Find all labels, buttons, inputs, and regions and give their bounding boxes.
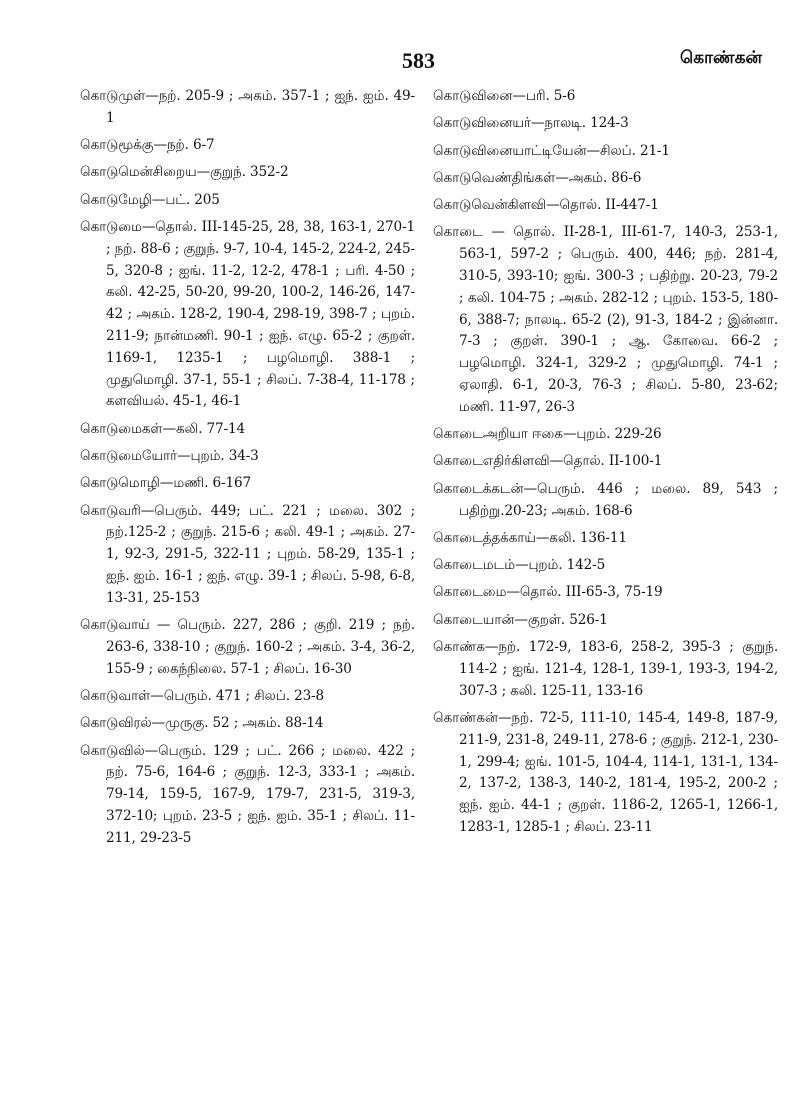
running-head: கொண்கன் [680,48,762,68]
index-entry: கொடுமொழி—மணி. 6-167 [80,475,251,492]
index-entry: கொண்கன்—நற். 72-5, 111-10, 145-4, 149-8, 187-9, 211-9, 231-8, 249-11, 278-6 ; குறுந். 212-1, 230-1, 299-4; ஐங். 101-5, 104-4, 114-1, 131-1, 134-2, 137-2, 138-3, 140-2, 181-4, 195-2, 200-2 ; ஐந். ஐம். 44-1 ; குறள். 1186-2, 1265-1, 1266-1, 1283-1, 1285-1 ; சிலப். 23-11 [433,709,778,835]
page-number: 583 [402,48,435,73]
index-entry: கொடுமுள்—நற். 205-9 ; அகம். 357-1 ; ஐந். ஐம். 49-1 [80,88,415,126]
index-entry: கொடுமேழி—பட். 205 [80,191,220,208]
index-entry: கொடுவினையாட்டியேன்—சிலப். 21-1 [433,142,670,159]
index-entry: கொடுவெண்திங்கள்—அகம். 86-6 [433,169,642,186]
index-entry: கொடுவினையர்—நாலடி. 124-3 [433,115,629,132]
index-entry: கொடுவாள்—பெரும். 471 ; சிலப். 23-8 [80,687,325,704]
index-entry: கொடைமை—தொல். III-65-3, 75-19 [433,584,663,601]
index-entry: கொடைமடம்—புறம். 142-5 [433,557,606,574]
index-entry: கொடைத்தக்காய்—கலி. 136-11 [433,529,627,546]
index-entry: கொடுவாய் — பெரும். 227, 286 ; குறி. 219 ; நற். 263-6, 338-10 ; குறுந். 160-2 ; அகம். 3-4, 36-2, 155-9 ; கைந்நிலை. 57-1 ; சிலப். 16-30 [80,617,415,677]
index-entry: கொடைஎதிர்கிளவி—தொல். II-100-1 [433,453,663,470]
index-entry: கொடுவினை—பரி. 5-6 [433,88,576,104]
index-entry: கொடுவிரல்—முருகு. 52 ; அகம். 88-14 [80,715,324,732]
index-entry: கொடுமைகள்—கலி. 77-14 [80,420,245,437]
index-entry: கொண்க—நற். 172-9, 183-6, 258-2, 395-3 ; குறுந். 114-2 ; ஐங். 121-4, 128-1, 139-1, 193-3, 194-2, 307-3 ; கலி. 125-11, 133-16 [433,639,778,699]
index-entry: கொடையான்—குறள். 526-1 [433,611,608,628]
page-header [0,42,800,72]
left-column [80,86,415,855]
index-entry: கொடுவரி—பெரும். 449; பட். 221 ; மலை. 302 ; நற்.125-2 ; குறுந். 215-6 ; கலி. 49-1 ; அகம். 27-1, 92-3, 291-5, 322-11 ; புறம். 58-29, 135-1 ; ஐந். ஐம். 16-1 ; ஐந். எழு. 39-1 ; சிலப். 5-98, 6-8, 13-31, 25-153 [80,502,415,606]
index-entry: கொடுவென்கிளவி—தொல். II-447-1 [433,197,659,214]
right-column [433,86,778,844]
index-entry: கொடுவில்—பெரும். 129 ; பட். 266 ; மலை. 422 ; நற். 75-6, 164-6 ; குறுந். 12-3, 333-1 ; அகம். 79-14, 159-5, 167-9, 179-7, 231-5, 319-3, 372-10; புறம். 23-5 ; ஐந். ஐம். 35-1 ; சிலப். 11-211, 29-23-5 [80,742,415,846]
index-entry: கொடுமை—தொல். III-145-25, 28, 38, 163-1, 270-1 ; நற். 88-6 ; குறுந். 9-7, 10-4, 145-2, 224-2, 245-5, 320-8 ; ஐங். 11-2, 12-2, 478-1 ; பரி. 4-50 ; கலி. 42-25, 50-20, 99-20, 100-2, 146-26, 147-42 ; அகம். 128-2, 190-4, 298-19, 398-7 ; புறம். 211-9; நான்மணி. 90-1 ; ஐந். எழு. 65-2 ; குறள். 1169-1, 1235-1 ; பழமொழி. 388-1 ; முதுமொழி. 37-1, 55-1 ; சிலப். 7-38-4, 11-178 ; களவியல். 45-1, 46-1 [80,218,415,410]
index-entry: கொடைக்கடன்—பெரும். 446 ; மலை. 89, 543 ; பதிற்று.20-23; அகம். 168-6 [433,480,778,519]
index-entry: கொடுமூக்கு—நற். 6-7 [80,137,215,154]
index-entry: கொடை — தொல். II-28-1, III-61-7, 140-3, 253-1, 563-1, 597-2 ; பெரும். 400, 446; நற். 281-4, 310-5, 393-10; ஐங். 300-3 ; பதிற்று. 20-23, 79-2 ; கலி. 104-75 ; அகம். 282-12 ; புறம். 153-5, 180-6, 388-7; நாலடி. 65-2 (2), 91-3, 184-2 ; இன்னா. 7-3 ; குறள். 390-1 ; ஆ. கோவை. 66-2 ; பழமொழி. 324-1, 329-2 ; முதுமொழி. 74-1 ; ஏலாதி. 6-1, 20-3, 76-3 ; சிலப். 5-80, 23-62; மணி. 11-97, 26-3 [433,224,778,415]
index-entry: கொடைஅறியா ஈகை—புறம். 229-26 [433,426,662,443]
index-entry: கொடுமென்சிறைய—குறுந். 352-2 [80,164,289,181]
index-entry: கொடுமையோர்—புறம். 34-3 [80,447,259,464]
